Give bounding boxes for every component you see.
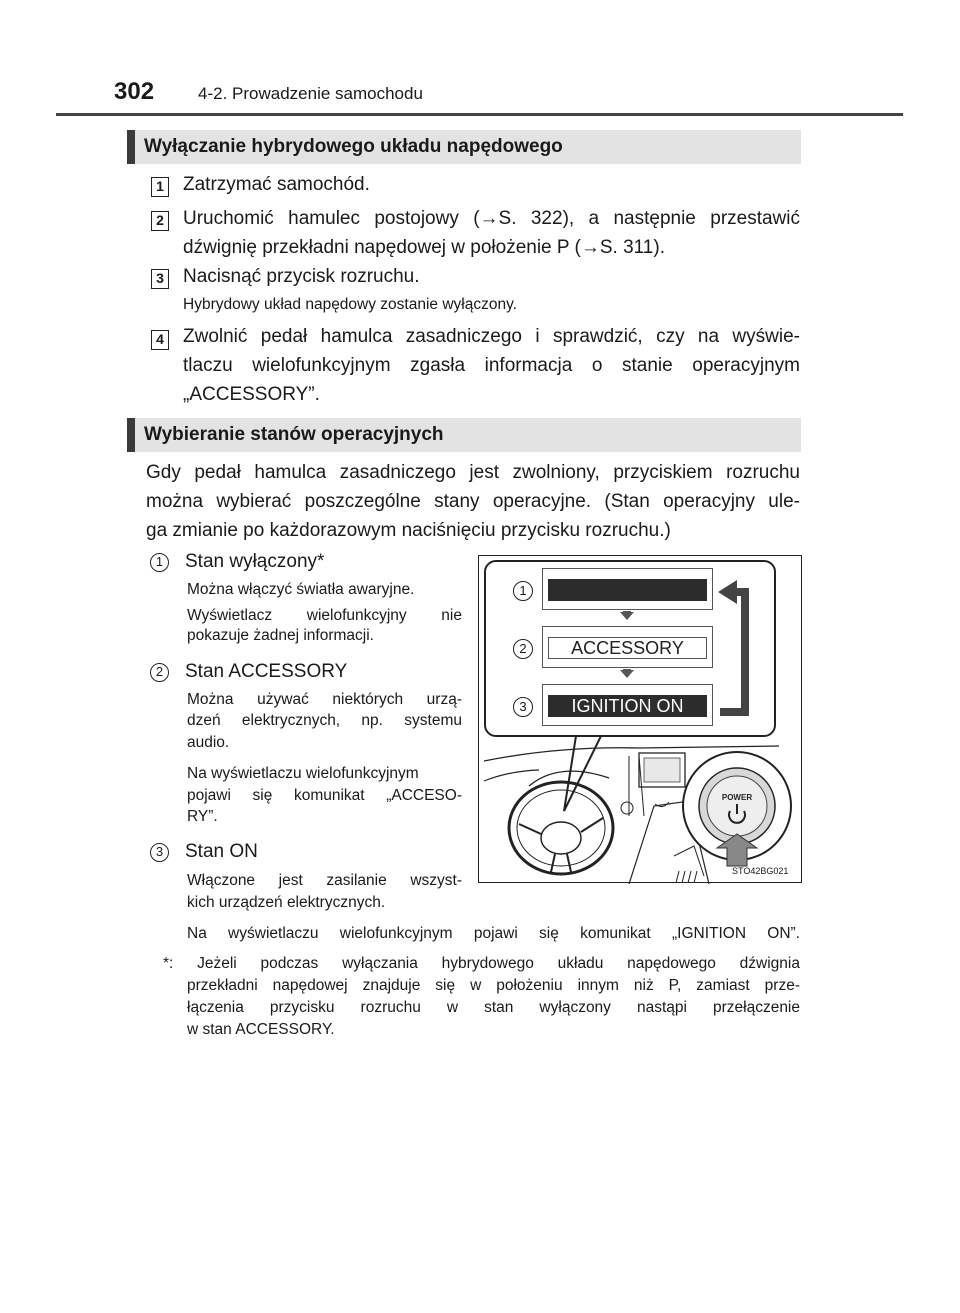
section-title: Wybieranie stanów operacyjnych	[144, 424, 444, 445]
state-note: Można używać niektórych urzą-	[187, 691, 462, 708]
state-title: Stan ON	[185, 841, 258, 862]
state-note: pokazuje żadnej informacji.	[187, 627, 374, 644]
page-number: 302	[114, 78, 155, 105]
footnote-text: łączenia przycisku rozruchu w stan wyłączony nastąpi przełączenie	[187, 999, 800, 1016]
footnote-text: *: Jeżeli podczas wyłączania hybrydowego układu napędowego dźwignia	[163, 955, 800, 972]
state-title: Stan wyłączony*	[185, 551, 325, 572]
state-note: Na wyświetlaczu wielofunkcyjnym pojawi się komunikat „IGNITION ON”.	[187, 925, 800, 942]
state-note: Na wyświetlaczu wielofunkcyjnym	[187, 765, 419, 782]
state-display-text	[548, 579, 707, 601]
header-rule	[56, 113, 903, 116]
intro-text: można wybierać poszczególne stany operacyjne. (Stan operacyjny ule-	[146, 491, 800, 512]
figure-state-number: 1	[513, 581, 533, 601]
figure-code: STO42BG021	[732, 866, 789, 876]
intro-text: ga zmianie po każdorazowym naciśnięciu przycisku rozruchu.)	[146, 520, 671, 541]
step-number: 2	[151, 211, 169, 231]
intro-text: Gdy pedał hamulca zasadniczego jest zwolniony, przyciskiem rozruchu	[146, 462, 800, 483]
state-note: RY”.	[187, 808, 218, 825]
state-display-ignition	[542, 684, 713, 726]
section-accent	[127, 418, 135, 452]
step-text: Uruchomić hamulec postojowy (→S. 322), a następnie przestawić	[183, 208, 800, 229]
section-title: Wyłączanie hybrydowego układu napędowego	[144, 136, 563, 157]
step-text: dźwignię przekładni napędowej w położenie P (→S. 311).	[183, 237, 665, 258]
state-display-text: ACCESSORY	[548, 637, 707, 659]
state-number: 2	[150, 663, 169, 682]
step-text: Nacisnąć przycisk rozruchu.	[183, 266, 420, 287]
step-number: 4	[151, 330, 169, 350]
section-bar-shutdown	[127, 130, 801, 164]
step-text: tlaczu wielofunkcyjnym zgasła informacja o stanie operacyjnym	[183, 355, 800, 376]
state-note: Włączone jest zasilanie wszyst-	[187, 872, 462, 889]
state-note: kich urządzeń elektrycznych.	[187, 894, 386, 911]
state-display-off	[542, 568, 713, 610]
state-number: 1	[150, 553, 169, 572]
footnote-text: przekładni napędowej znajduje się w położeniu innym niż P, zamiast prze-	[187, 977, 800, 994]
power-button-label: POWER	[721, 793, 753, 802]
section-bar-states	[127, 418, 801, 452]
step-text: „ACCESSORY”.	[183, 384, 320, 405]
step-number: 1	[151, 177, 169, 197]
state-note: Wyświetlacz wielofunkcyjny nie	[187, 607, 462, 624]
step-number: 3	[151, 269, 169, 289]
state-display-accessory	[542, 626, 713, 668]
figure-state-number: 3	[513, 697, 533, 717]
state-note: pojawi się komunikat „ACCESO-	[187, 787, 462, 804]
section-header: 4-2. Prowadzenie samochodu	[198, 84, 423, 103]
section-accent	[127, 130, 135, 164]
step-note: Hybrydowy układ napędowy zostanie wyłączony.	[183, 296, 517, 313]
figure-state-number: 2	[513, 639, 533, 659]
state-number: 3	[150, 843, 169, 862]
state-note: Można włączyć światła awaryjne.	[187, 581, 415, 598]
state-title: Stan ACCESSORY	[185, 661, 348, 682]
step-text: Zatrzymać samochód.	[183, 174, 370, 195]
step-text: Zwolnić pedał hamulca zasadniczego i sprawdzić, czy na wyświe-	[183, 326, 800, 347]
state-note: audio.	[187, 734, 230, 751]
state-display-text: IGNITION ON	[548, 695, 707, 717]
footnote-text: w stan ACCESSORY.	[187, 1021, 335, 1038]
state-note: dzeń elektrycznych, np. systemu	[187, 712, 462, 729]
